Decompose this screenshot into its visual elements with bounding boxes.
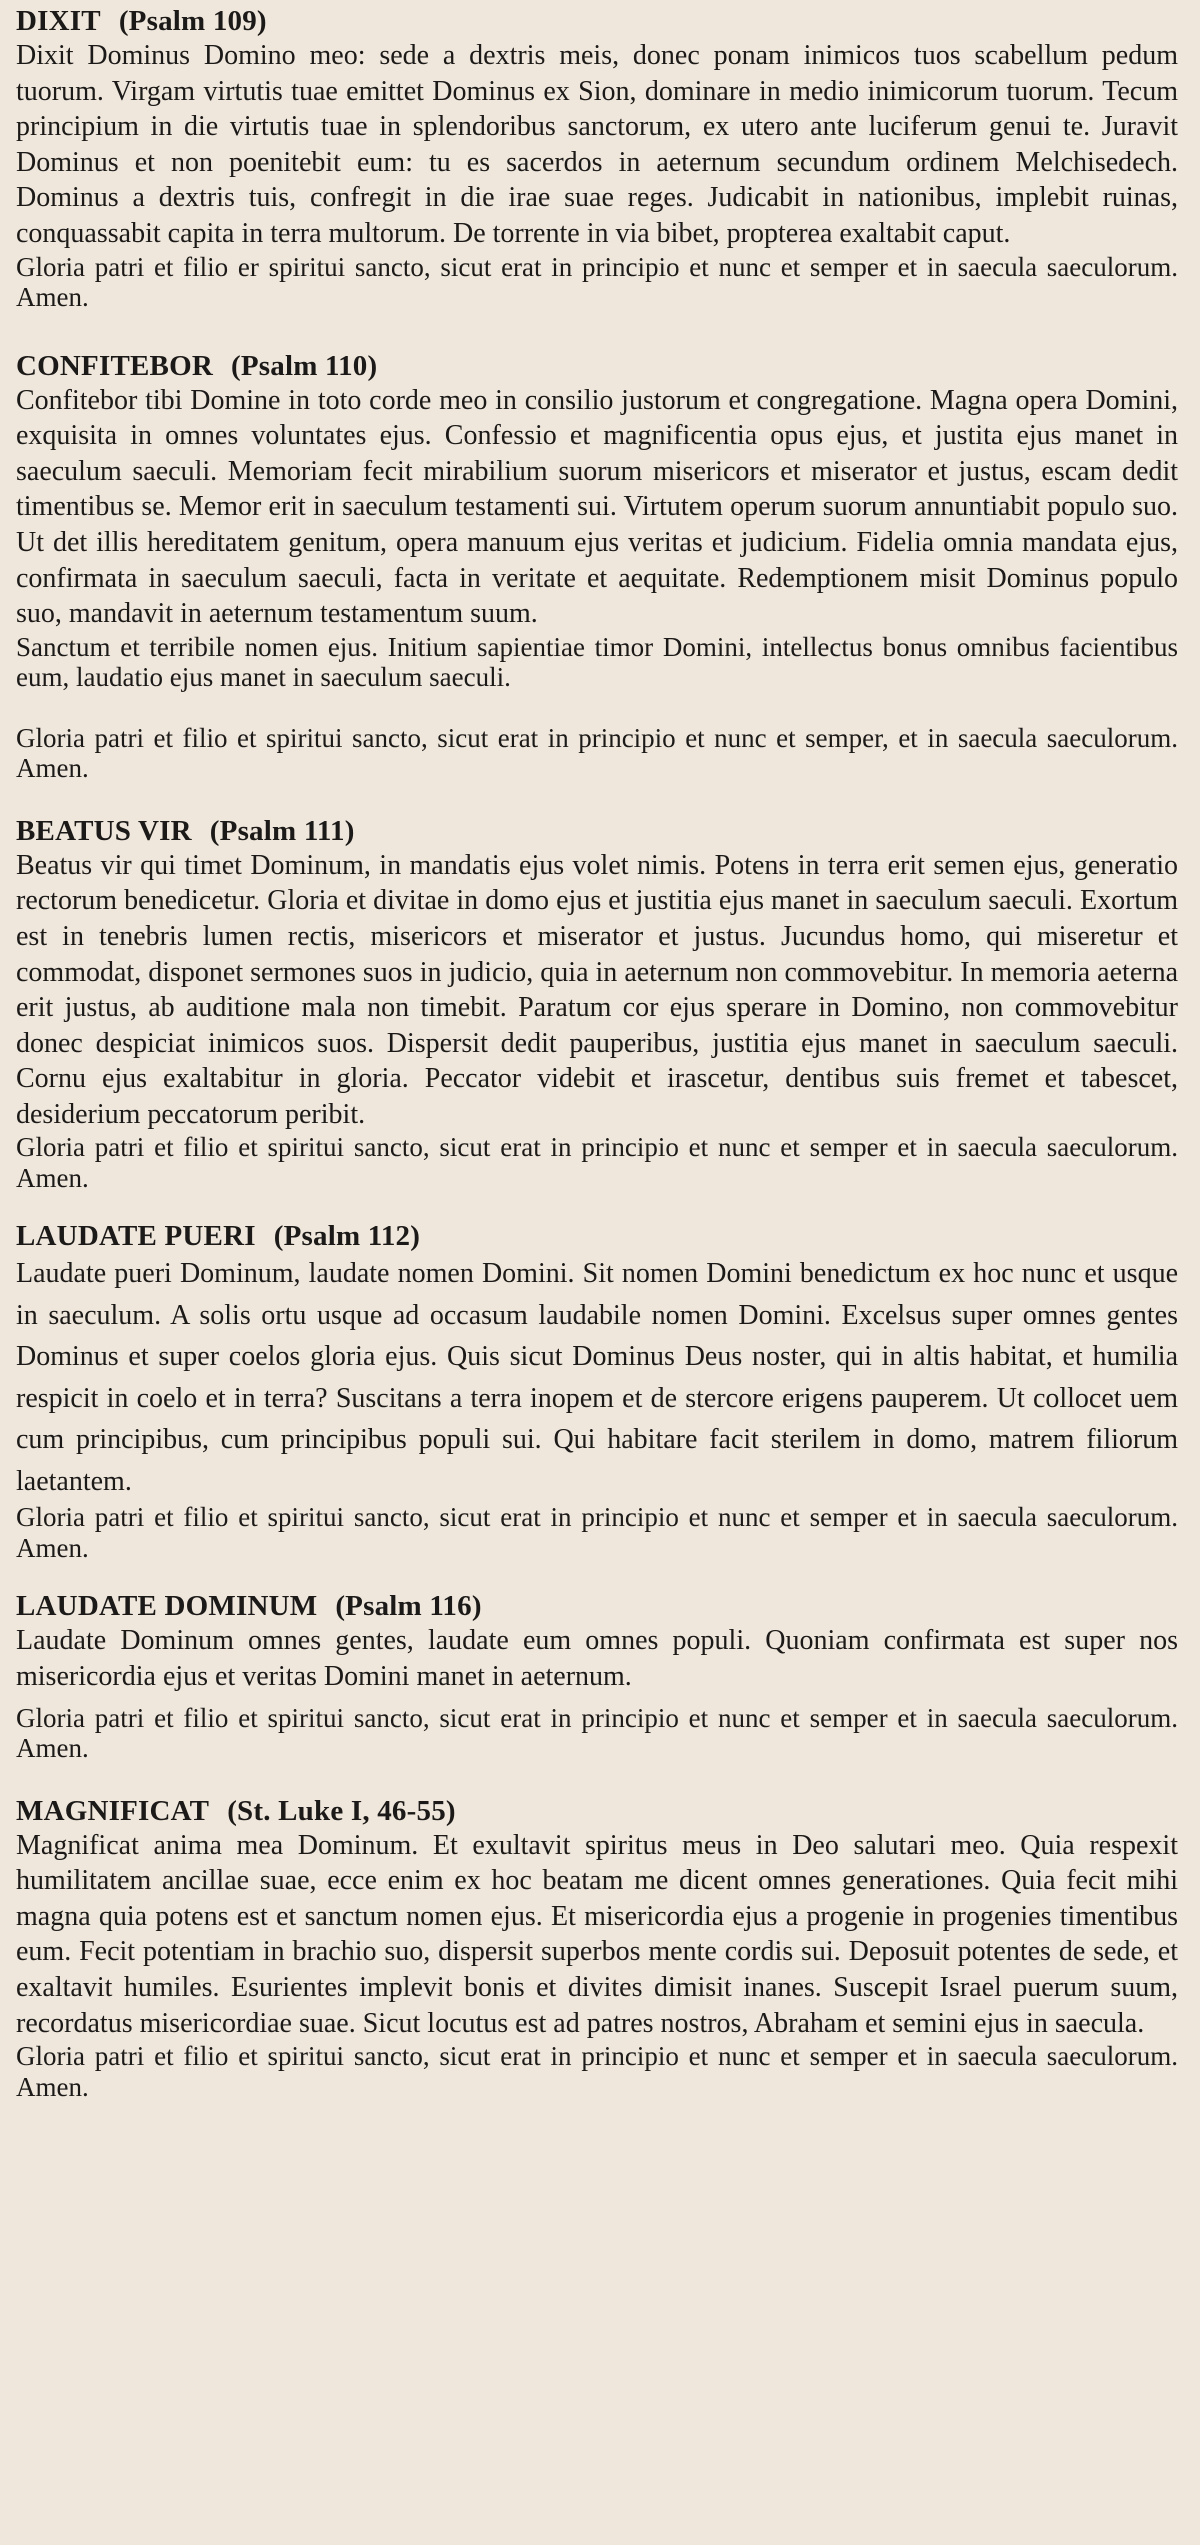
section-beatus-vir — [16, 814, 1178, 1194]
paragraph-spacer — [16, 1695, 1178, 1703]
psalm-text: Beatus vir qui timet Dominum, in mandatis ejus volet nimis. Potens in terra erit semen ejus, generatio rectorum benedicetur. Gloria et divitae in domo ejus et justitia ejus manet in saeculum saeculi. Exortum est in tenebris lumen rectis, misericors et miserator et justus. Jucundus homo, qui miseretur et commodat, disponet sermones suos in judicio, quia in aeternum non commovebitur. In memoria aeterna erit justus, ab auditione mala non timebit. Paratum cor ejus sperare in Domino, non commovebitur donec despiciat inimicos suos. Dispersit dedit pauperibus, justitia ejus manet in saeculum saeculi. Cornu ejus exaltabitur in gloria. Peccator videbit et irascetur, dentibus suis fremet et tabescet, desiderium peccatorum peribit. — [16, 849, 1178, 1130]
section-heading — [16, 1219, 1178, 1253]
gloria-patri: Gloria patri et filio et spiritui sancto, sicut erat in principio et nunc et semper et in saecula saeculorum. Amen. — [16, 2041, 1178, 2102]
section-reference: (St. Luke I, 46-55) — [227, 1794, 456, 1827]
gloria-patri: Gloria patri et filio et spiritui sancto, sicut erat in principio et nunc et semper et in saecula saeculorum. Amen. — [16, 1702, 1178, 1764]
section-reference: (Psalm 109) — [118, 5, 267, 37]
gloria-patri: Gloria patri et filio et spiritui sancto, sicut erat in principio et nunc et semper et in saecula saeculorum. Amen. — [16, 1502, 1178, 1563]
section-title: MAGNIFICAT — [16, 1794, 210, 1827]
section-title: LAUDATE DOMINUM — [16, 1590, 318, 1623]
paragraph-spacer — [16, 693, 1178, 723]
section-title: BEATUS VIR — [16, 814, 192, 847]
section-confitebor — [16, 349, 1178, 784]
section-spacer — [16, 784, 1178, 814]
section-magnificat — [16, 1794, 1178, 2103]
section-laudate-dominum — [16, 1589, 1178, 1763]
psalm-text: Confitebor tibi Domine in toto corde meo in consilio justorum et congregatione. Magna opera Domini, exquisita in omnes voluntates ejus. Confessio et magnificentia opus ejus, et justita ejus manet in saeculum saeculi. Memoriam fecit mirabilium suorum misericors et miserator et justus, escam dedit timentibus se. Memor erit in saeculum testamenti sui. Virtutem operum suorum annuntiabit populo suo. Ut det illis hereditatem genitum, opera manuum ejus veritas et judicium. Fidelia omnia mandata ejus, confirmata in saeculum saeculi, facta in veritate et aequitate. Redemptionem misit Dominus populo suo, mandavit in aeternum testamentum suum. — [16, 384, 1178, 630]
section-dixit — [16, 4, 1178, 313]
section-heading — [16, 4, 1178, 38]
section-heading — [16, 1794, 1178, 1828]
section-heading — [16, 814, 1178, 848]
section-heading — [16, 349, 1178, 383]
gloria-patri: Gloria patri et filio et spiritui sancto, sicut erat in principio et nunc et semper, et in saecula saeculorum. Amen. — [16, 722, 1178, 784]
section-reference: (Psalm 116) — [335, 1590, 482, 1623]
section-title: DIXIT — [16, 5, 101, 37]
gloria-patri: Gloria patri et filio er spiritui sancto, sicut erat in principio et nunc et semper et in saecula saeculorum. Amen. — [16, 251, 1178, 313]
psalm-text: Laudate pueri Dominum, laudate nomen Domini. Sit nomen Domini benedictum ex hoc nunc et usque in saeculum. A solis ortu usque ad occasum laudabile nomen Domini. Excelsus super omnes gentes Dominus et super coelos gloria ejus. Quis sicut Dominus Deus noster, qui in altis habitat, et humilia respicit in coelo et in terra? Suscitans a terra inopem et de stercore erigens pauperem. Ut collocet uem cum principibus, cum principibus populi sui. Qui habitare facit sterilem in domo, matrem filiorum laetantem. — [16, 1258, 1178, 1497]
section-laudate-pueri — [16, 1219, 1178, 1563]
section-spacer — [16, 1764, 1178, 1794]
psalm-text-continued: Sanctum et terribile nomen ejus. Initium sapientiae timor Domini, intellectus bonus omnibus facientibus eum, laudatio ejus manet in saeculum saeculi. — [16, 631, 1178, 693]
section-spacer — [16, 1563, 1178, 1589]
psalm-text: Laudate Dominum omnes gentes, laudate eum omnes populi. Quoniam confirmata est super nos misericordia ejus et veritas Domini manet in aeternum. — [16, 1625, 1178, 1693]
section-title: LAUDATE PUERI — [16, 1220, 256, 1253]
section-heading — [16, 1589, 1178, 1623]
section-reference: (Psalm 112) — [273, 1220, 421, 1253]
section-reference: (Psalm 111) — [209, 814, 355, 847]
section-reference: (Psalm 110) — [230, 349, 378, 382]
section-title: CONFITEBOR — [16, 349, 213, 382]
section-spacer — [16, 313, 1178, 349]
section-spacer — [16, 1193, 1178, 1219]
psalm-text: Magnificat anima mea Dominum. Et exultavit spiritus meus in Deo salutari meo. Quia respexit humilitatem ancillae suae, ecce enim ex hoc beatam me dicent omnes generationes. Quia fecit mihi magna quia potens est et sanctum nomen ejus. Et misericordia ejus a progenie in progenies timentibus eum. Fecit potentiam in brachio suo, dispersit superbos mente cordis sui. Deposuit potentes de sede, et exaltavit humiles. Esurientes implevit bonis et divites dimisit inanes. Suscepit Israel puerum suum, recordatus misericordiae suae. Sicut locutus est ad patres nostros, Abraham et semini ejus in saecula. — [16, 1829, 1178, 2039]
psalm-text: Dixit Dominus Domino meo: sede a dextris meis, donec ponam inimicos tuos scabellum pedum tuorum. Virgam virtutis tuae emittet Dominus ex Sion, dominare in medio inimicorum tuorum. Tecum principium in die virtutis tuae in splendoribus sanctorum, ex utero ante luciferum genui te. Juravit Dominus et non poenitebit eum: tu es sacerdos in aeternum secundum ordinem Melchisedech. Dominus a dextris tuis, confregit in die irae suae reges. Judicabit in nationibus, implebit ruinas, conquassabit capita in terra multorum. De torrente in via bibet, propterea exaltabit caput. — [16, 40, 1178, 249]
gloria-patri: Gloria patri et filio et spiritui sancto, sicut erat in principio et nunc et semper et in saecula saeculorum. Amen. — [16, 1132, 1178, 1193]
